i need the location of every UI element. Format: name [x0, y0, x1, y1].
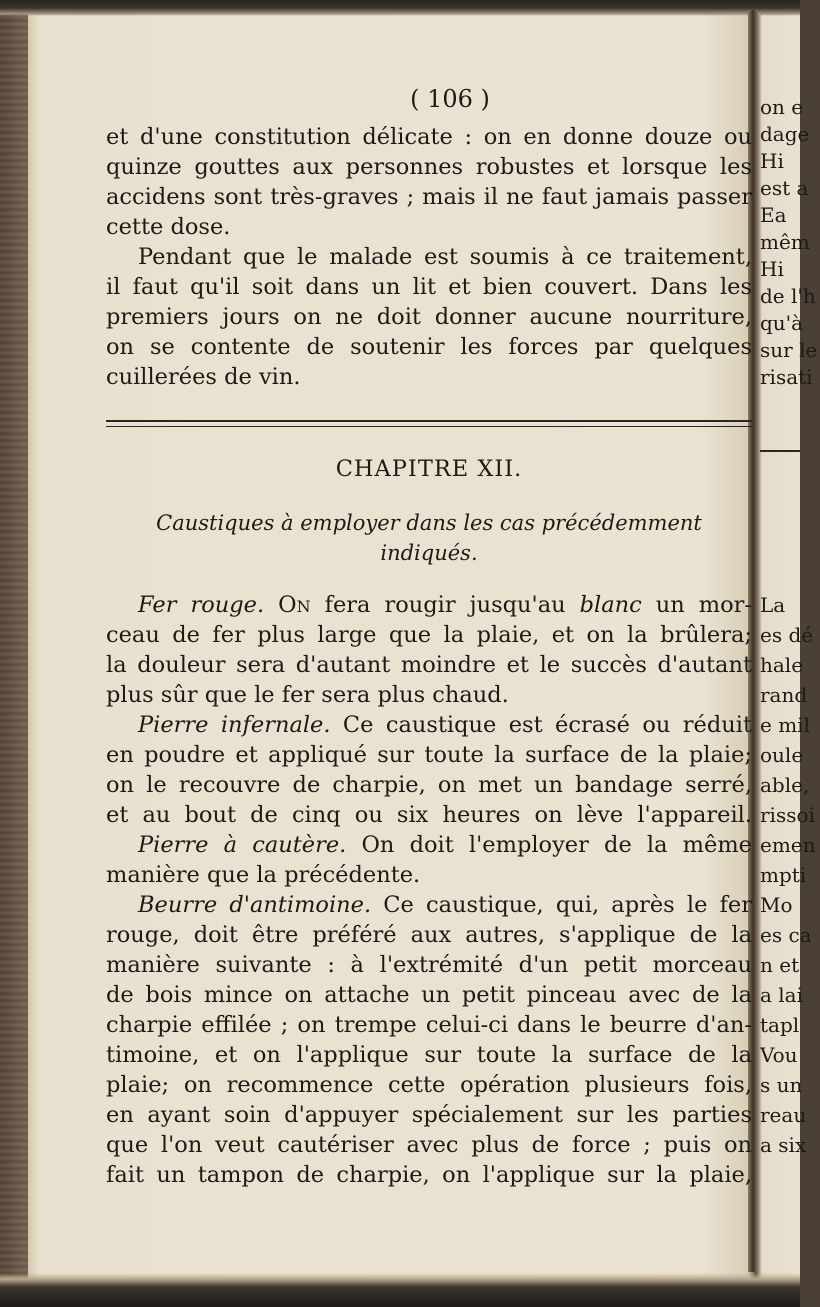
text-line: en ayant soin d'appuyer spécialement sur les parties — [106, 1102, 752, 1128]
entry-term: Beurre d'antimoine. — [138, 892, 372, 918]
text-line: accidens sont très-graves ; mais il ne faut jamais passer — [106, 184, 752, 210]
entry-term: Fer rouge. — [138, 592, 265, 618]
facing-page-fragment: es ca — [760, 923, 812, 947]
facing-page-fragment: oule — [760, 743, 804, 767]
text-line — [138, 710, 752, 740]
text-line: de bois mince on attache un petit pinceau avec de la — [106, 982, 752, 1008]
text-line — [138, 590, 752, 620]
facing-page-fragment: de l'h — [760, 284, 816, 308]
facing-page-fragment: e mil — [760, 713, 810, 737]
text-line: manière suivante : à l'extrémité d'un petit morceau — [106, 952, 752, 978]
text-run: un mor- — [641, 592, 752, 618]
facing-page-fragment: Ea — [760, 203, 787, 227]
chapter-subtitle: Caustiques à employer dans les cas précédemment — [156, 511, 702, 535]
text-line — [138, 890, 752, 920]
facing-page-rule — [760, 450, 800, 452]
text-line: et d'une constitution délicate : on en donne douze ou — [106, 124, 752, 150]
entry-term: Pierre à cautère. — [138, 832, 347, 858]
text-run: Ce caustique est écrasé ou réduit — [330, 712, 752, 738]
text-line: quinze gouttes aux personnes robustes et lorsque les — [106, 154, 752, 180]
facing-page-fragment: a six — [760, 1133, 807, 1157]
text-line: on le recouvre de charpie, on met un bandage serré, — [106, 772, 752, 798]
facing-page-fragment: qu'à — [760, 311, 804, 335]
text-run: fera rougir jusqu'au — [310, 592, 580, 618]
section-rule — [106, 420, 752, 422]
text-line: fait un tampon de charpie, on l'applique sur la plaie, — [106, 1162, 752, 1188]
text-line: charpie effilée ; on trempe celui-ci dans le beurre d'an- — [106, 1012, 752, 1038]
facing-page-fragment: on e — [760, 95, 804, 119]
facing-page-edge — [760, 90, 818, 1270]
facing-page-fragment: able, — [760, 773, 810, 797]
facing-page-fragment: Vou — [760, 1043, 798, 1067]
bottom-page-edge — [0, 1273, 800, 1307]
text-line: Pendant que le malade est soumis à ce traitement, — [138, 244, 752, 270]
facing-page-fragment: risati — [760, 365, 813, 389]
chapter-title: CHAPITRE XII. — [335, 456, 523, 482]
text-line: la douleur sera d'autant moindre et le succès d'autant — [106, 652, 752, 678]
facing-page-fragment: sur le — [760, 338, 818, 362]
section-rule — [106, 426, 752, 427]
text-line: il faut qu'il soit dans un lit et bien couvert. Dans les — [106, 274, 752, 300]
drop-caps: On — [278, 592, 311, 618]
text-line: et au bout de cinq ou six heures on lève l'appareil. — [106, 802, 752, 828]
facing-page-fragment: mpti — [760, 863, 807, 887]
facing-page-fragment: hale — [760, 653, 804, 677]
entry-term: Pierre infernale. — [138, 712, 331, 738]
facing-page-fragment: est a — [760, 176, 809, 200]
facing-page-fragment: dage — [760, 122, 810, 146]
facing-page-fragment: emen — [760, 833, 816, 857]
text-line: on se contente de soutenir les forces par quelques — [106, 334, 752, 360]
text-line — [138, 830, 752, 860]
facing-page-fragment: mêm — [760, 230, 810, 254]
text-line: cette dose. — [106, 214, 231, 240]
facing-page-fragment: Hi — [760, 149, 784, 173]
facing-page-fragment: es dé — [760, 623, 814, 647]
text-line: timoine, et on l'applique sur toute la surface de la — [106, 1042, 752, 1068]
text-line: rouge, doit être préféré aux autres, s'applique de la — [106, 922, 752, 948]
text-run: On doit l'employer de la même — [346, 832, 752, 858]
text-line: manière que la précédente. — [106, 862, 421, 888]
facing-page-fragment: reau — [760, 1103, 807, 1127]
text-line: ceau de fer plus large que la plaie, et on la brûlera; — [106, 622, 752, 648]
facing-page-fragment: rissoi — [760, 803, 815, 827]
chapter-subtitle: indiqués. — [380, 541, 478, 565]
facing-page-fragment: Hi — [760, 257, 784, 281]
facing-page-fragment: n et — [760, 953, 800, 977]
facing-page-fragment: Mo — [760, 893, 793, 917]
facing-page-fragment: a lai — [760, 983, 803, 1007]
facing-page-fragment: s un — [760, 1073, 803, 1097]
facing-page-fragment: rand — [760, 683, 808, 707]
facing-page-fragment: La — [760, 593, 786, 617]
text-line: que l'on veut cautériser avec plus de force ; puis on — [106, 1132, 752, 1158]
text-line: cuillerées de vin. — [106, 364, 301, 390]
page-number: ( 106 ) — [410, 85, 490, 113]
facing-page-fragment: tapl — [760, 1013, 800, 1037]
text-line: en poudre et appliqué sur toute la surface de la plaie; — [106, 742, 752, 768]
text-line: premiers jours on ne doit donner aucune nourriture, — [106, 304, 752, 330]
text-line: plus sûr que le fer sera plus chaud. — [106, 682, 509, 708]
text-line: plaie; on recommence cette opération plusieurs fois, — [106, 1072, 752, 1098]
text-run: Ce caustique, qui, après le fer — [371, 892, 752, 918]
emphasis: blanc — [579, 592, 642, 618]
